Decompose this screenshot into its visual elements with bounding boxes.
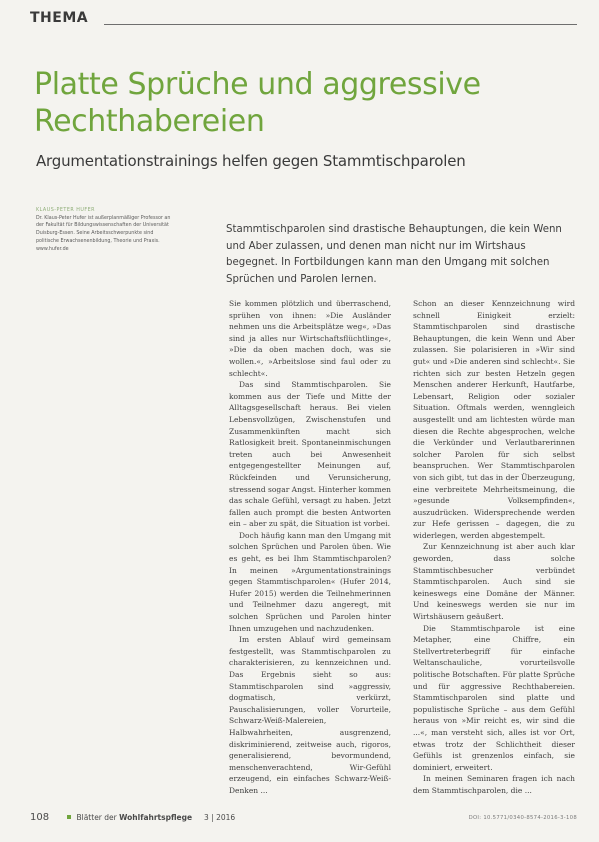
page-number: 108 <box>30 812 50 823</box>
paragraph: Das sind Stammtischparolen. Sie kommen aus der Tiefe und Mitte der Alltagsgesellschaft heraus. Bei vielen Lebensvollzügen, Zwischenstufen und Zusammenkünften macht sich Ratlosigkeit breit. Spontaneinmischungen treten auch bei Anwesenheit entgegengestellter Meinungen auf, Rückfeinden und Verunsicherung, stressend sogar Angst. Hinterher kommen das schale Gefühl, versagt zu haben. Jetzt fallen auch prompt die besten Antworten ein – aber zu spät, die Situation ist vorbei. <box>229 380 391 529</box>
paragraph: Zur Kennzeichnung ist aber auch klar geworden, dass solche Stammtischbesucher verbündet Stammtischparolen. Auch sind sie keineswegs eine Domäne der Männer. Und keineswegs werden sie nur im Wirtshäusern geäußert. <box>413 542 575 622</box>
paragraph: Schon an dieser Kennzeichnung wird schnell Einigkeit erzielt: Stammtischparolen sind drastische Behauptungen, die kein Wenn und Aber zulassen. Sie polarisieren in »Wir sind gut« und »Die anderen sind schlecht«. Sie richten sich zur besten Hetzeln gegen Menschen anderer Herkunft, Hautfarbe, Lebensart, Religion oder sozialer Situation. Oftmals werden, wenngleich ausgestellt und am lichtesten würde man diesen die Rechte abgesprochen, welche die Verkünder und Verlautbarerinnen solcher Parolen für sich selbst beanspruchen. Wer Stammtischparolen von sich gibt, tut das in der Überzeugung, eine verbreitete Mehrheitsmeinung, die »gesunde Volksempfinden«, auszudrücken. Widersprechende werden zur Hefe gerissen – dagegen, die zu widerlegen, werden abgestempelt. <box>413 299 575 540</box>
journal-issue: 3 | 2016 <box>204 813 236 822</box>
footer-square-icon <box>67 815 71 819</box>
paragraph: Im ersten Ablauf wird gemeinsam festgestellt, was Stammtischparolen zu charakterisieren, zu kennzeichnen und. Das Ergebnis sieht so aus: Stammtischparolen sind »aggressiv, dogmatisch, verkürzt, Pauschalisierungen, voller Vorurteile, Schwarz-Weiß-Malereien, Halbwahrheiten, ausgrenzend, diskriminierend, zeitweise auch, rigoros, generalisierend, bevormundend, menschenverachtend, Wir-Gefühl erzeugend, ein einfaches Schwarz-Weiß-Denken ... <box>229 635 391 795</box>
text-column-2 <box>413 298 575 797</box>
paragraph: Sie kommen plötzlich und überraschend, sprühen von ihnen: »Die Ausländer nehmen uns die Arbeitsplätze weg«, »Das sind ja alles nur Wirtschaftsflüchtlinge«, »Die da oben machen doch, was sie wollen.«, »Arbeitslose sind faul oder zu schlecht«. <box>229 299 391 378</box>
journal-name-bold: Wohlfahrtspflege <box>119 813 193 822</box>
article-subtitle: Argumentationstrainings helfen gegen Stammtischparolen <box>36 152 466 170</box>
author-box <box>36 207 176 253</box>
author-website: www.hufer.de <box>36 246 69 252</box>
article-lead: Stammtischparolen sind drastische Behauptungen, die kein Wenn und Aber zulassen, und denen man nicht nur im Wirtshaus begegnet. In Fortbildungen kann man den Umgang mit solchen Sprüchen und Parolen lernen. <box>226 224 562 286</box>
paragraph: In meinen Seminaren fragen ich nach dem Stammtischparolen, die ... <box>413 774 575 795</box>
section-label: THEMA <box>30 10 89 26</box>
author-bio: Dr. Klaus-Peter Hufer ist außerplanmäßiger Professor an der Fakultät für Bildungswissenschaften der Universität Duisburg-Essen. Seine Arbeitsschwerpunkte sind politische Erwachsenenbildung, Theorie und Praxis. <box>36 215 171 244</box>
doi: DOI: 10.5771/0340-8574-2016-3-108 <box>468 815 577 821</box>
journal-name-prefix: Blätter der <box>76 813 120 822</box>
paragraph: Die Stammtischparole ist eine Metapher, eine Chiffre, ein Stellvertreterbegriff für einfache Weltanschauliche, vorurteilsvolle politische Botschaften. Für platte Sprüche und für aggressive Rechthabereien. Stammtischparolen sind platte und populistische Sprüche – aus dem Gefühl heraus von »Mir reicht es, wir sind die ...«, man versteht sich, alles ist vor Ort, etwas trotz der Schlichtheit dieser Gefühls ist grenzenlos einfach, sie dominiert, erweitert. <box>413 623 575 772</box>
text-column-1 <box>229 298 391 797</box>
paragraph: Doch häufig kann man den Umgang mit solchen Sprüchen und Parolen üben. Wie es geht, es bei Ihm Stammtischparolen? In meinen »Argumentationstrainings gegen Stammtischparolen« (Hufer 2014, Hufer 2015) werden die Teilnehmerinnen und Teilnehmer dazu angeregt, mit solchen Sprüchen und Parolen hinter Ihnen umzugehen und nachzudenken. <box>229 530 391 633</box>
author-name: KLAUS-PETER HUFER <box>36 208 95 213</box>
page-footer <box>30 812 235 823</box>
article-title: Platte Sprüche und aggressive Rechthabereien <box>34 67 481 139</box>
section-rule <box>104 24 577 25</box>
